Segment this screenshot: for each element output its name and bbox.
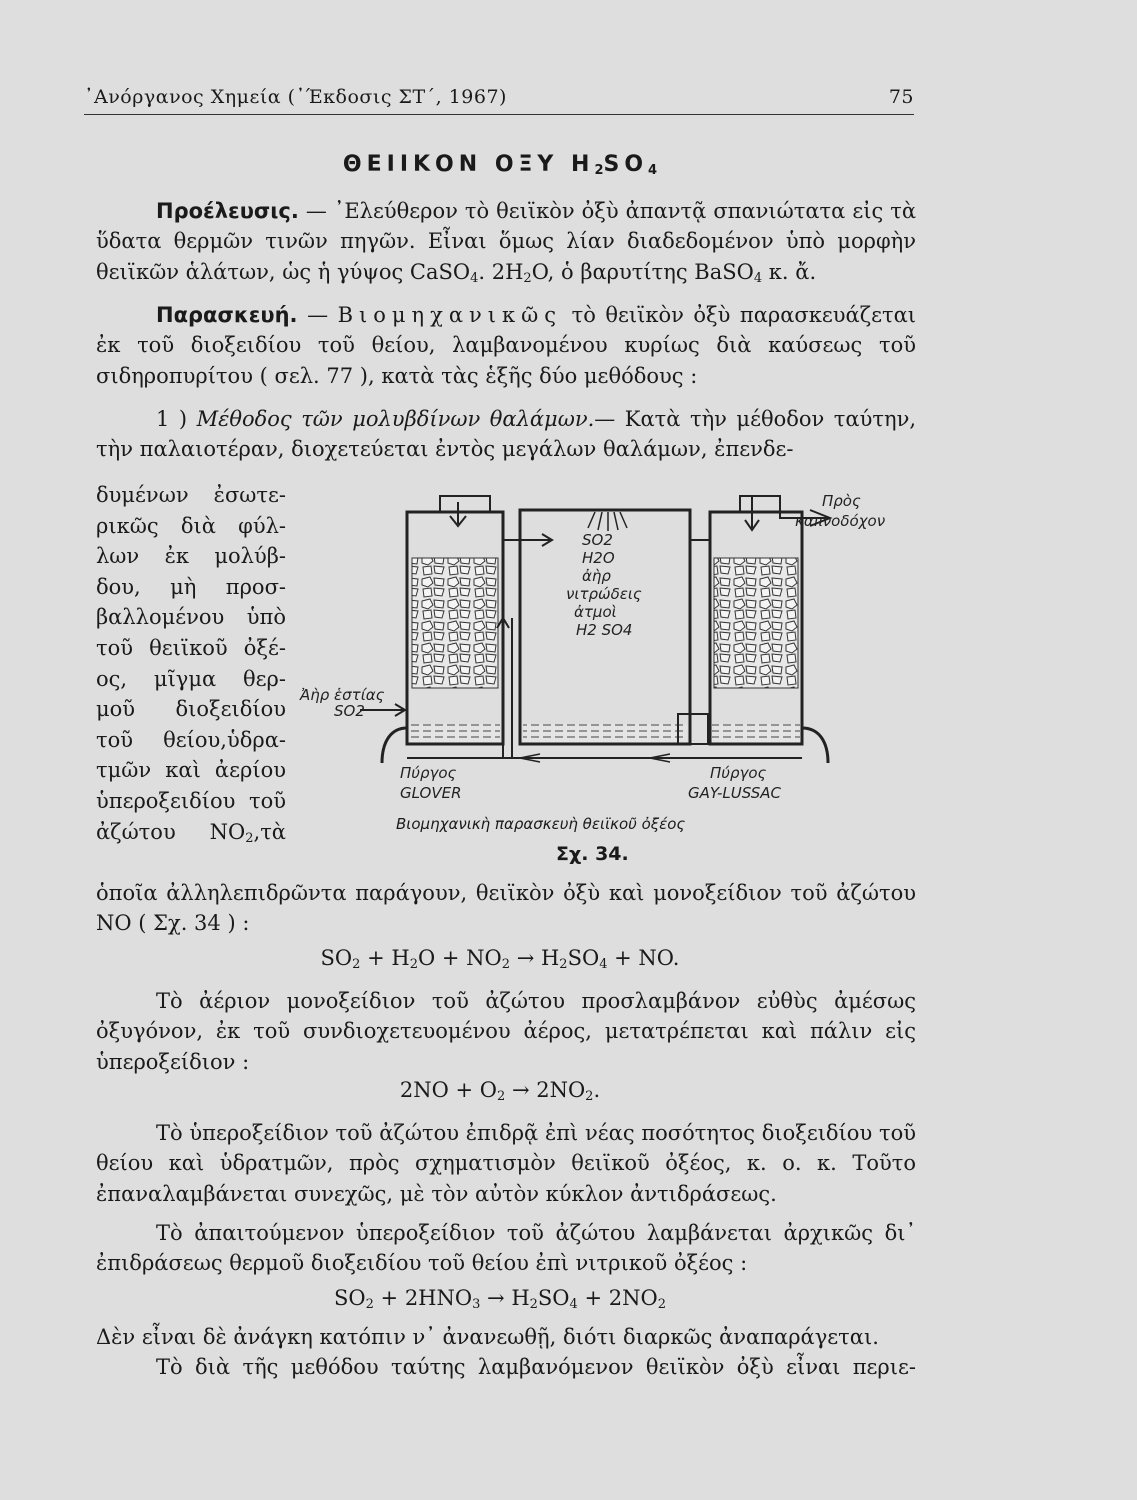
side-line: τοῦ θείου,ὑδρα- [96, 727, 286, 752]
so2-inlet-label: SO2 [334, 702, 365, 720]
side-line: τμῶν καὶ ἀερίου [96, 758, 286, 783]
side-line: δου, μὴ προσ- [96, 574, 286, 599]
figure-number: Σχ. 34. [556, 843, 629, 865]
gay-lussac-label-a: Πύργος [710, 764, 767, 782]
method-name: Μέθοδος τῶν μολυβδίνων θαλάμων. [196, 407, 595, 431]
side-line: ρικῶς διὰ φύλ- [96, 513, 286, 538]
gas-label-h2o: H2O [582, 549, 615, 567]
page-number: 75 [888, 86, 914, 108]
chamber-process-diagram [290, 488, 930, 818]
regeneration-line: Δὲν εἶναι δὲ ἀνάγκη κατόπιν ν᾿ ἀνανεωθῇ, διότι διαρκῶς ἀναπαράγεται. [96, 1325, 879, 1349]
glover-tower [407, 512, 503, 744]
preparation-heading: Παρασκευή. [156, 303, 298, 327]
gas-label-air: ἀὴρ [582, 567, 611, 585]
gas-label-h2so4: H2 SO4 [576, 621, 633, 639]
furnace-air-label: Ἀὴρ ἑστίας [300, 686, 385, 704]
cycle-paragraph: Τὸ ὑπεροξείδιον τοῦ ἀζώτου ἐπιδρᾷ ἐπὶ νέας ποσότητος διοξειδίου τοῦ θείου καὶ ὑδρατμῶν, πρὸς σχηματισμὸν θειϊκοῦ ὀξέος, κ. ο. κ. Τοῦτο ἐπαναλαμβάνεται συνεχῶς, μὲ τὸν αὐτὸν κύκλον ἀντιδράσεως. [96, 1121, 916, 1206]
gas-label-vapours: ἀτμοὶ [574, 603, 617, 621]
origin-heading: Προέλευσις. [156, 199, 299, 223]
gay-lussac-label-b: GAY-LUSSAC [688, 784, 781, 802]
side-line: δυμένων ἐσωτε- [96, 483, 286, 507]
preparation-paragraph: Παρασκευή. — Βιομηχανικῶς τὸ θειϊκὸν ὀξὺ παρασκευάζεται ἐκ τοῦ διοξειδίου τοῦ θείου, λαμβανομένου κυρίως διὰ καύσεως τοῦ σιδηροπυρίτου ( σελ. 77 ), κατὰ τὰς ἑξῆς δύο μεθόδους : [96, 303, 916, 388]
oxidation-paragraph: Τὸ ἀέριον μονοξείδιον τοῦ ἀζώτου προσλαμβάνον εὐθὺς ἀμέσως ὀξυγόνον, ἐκ τοῦ συνδιοχετευομένου ἀέρος, μετατρέπεται καὶ πάλιν εἰς ὑπεροξείδιον : [96, 989, 916, 1074]
side-line-last: ἀζώτου $NO_2,\tau ὰ$ [96, 819, 286, 846]
final-line: Τὸ διὰ τῆς μεθόδου ταύτης λαμβανόμενον θειϊκὸν ὀξὺ εἶναι περιε- [156, 1355, 916, 1379]
glover-top-pipe [440, 496, 490, 512]
equation-3: $SO_2 + 2HNO_3 \to H_2SO_4 + 2NO_2$ [333, 1286, 666, 1312]
running-title: ᾿Ανόργανος Χημεία (᾿Έκδοσις ΣΤ΄, 1967) [84, 86, 507, 108]
section-title: ΘΕΙΙΚΟΝ ΟΞΥ $H_2SO_4$ [342, 152, 658, 178]
side-line: τοῦ θειϊκοῦ ὀξέ- [96, 635, 286, 660]
side-line: ος, μῖγμα θερ- [96, 666, 286, 691]
side-line: βαλλομένου ὑπὸ [96, 605, 286, 630]
reaction-paragraph: ὁποῖα ἀλληλεπιδρῶντα παράγουν, θειϊκὸν ὀξὺ καὶ μονοξείδιον τοῦ ἀζώτου NO ( Σχ. 34 ) : [96, 881, 916, 936]
to-chimney-label-1: Πρὸς [822, 492, 861, 510]
glover-label-a: Πύργος [400, 764, 457, 782]
side-line: μοῦ διοξειδίου [96, 697, 286, 722]
gay-lussac-tower [690, 512, 802, 744]
glover-label-b: GLOVER [400, 784, 462, 802]
figure-caption: Βιομηχανικὴ παρασκευὴ θειϊκοῦ ὀξέος [396, 815, 686, 833]
method-paragraph: 1 ) Μέθοδος τῶν μολυβδίνων θαλάμων.— Κατὰ τὴν μέθοδον ταύτην, τὴν παλαιοτέραν, διοχετεύεται ἐντὸς μεγάλων θαλάμων, ἐπενδε- [96, 407, 917, 462]
running-header [84, 86, 914, 115]
side-line: λων ἐκ μολύβ- [96, 544, 286, 569]
side-line: ὑπεροξειδίου τοῦ [96, 788, 286, 813]
equation-2: $2NO + O_2 \to 2NO_2$. [399, 1078, 601, 1104]
side-text-column [96, 480, 286, 854]
equation-1: $SO_2 + H_2O + NO_2 \to H_2SO_4$ + NO. [320, 946, 680, 972]
nitric-paragraph: Τὸ ἀπαιτούμενον ὑπεροξείδιον τοῦ ἀζώτου λαμβάνεται ἀρχικῶς δι᾿ ἐπιδράσεως θερμοῦ διοξειδίου τοῦ θείου ἐπὶ νιτρικοῦ ὀξέος : [96, 1221, 916, 1276]
origin-paragraph: Προέλευσις. — ᾿Ελεύθερον τὸ θειϊκὸν ὀξὺ ἀπαντᾷ σπανιώτατα εἰς τὰ ὕδατα θερμῶν τινῶν πηγῶν. Εἶναι ὅμως λίαν διαδεδομένον ὑπὸ μορφὴν θειϊκῶν ἁλάτων, ὡς ἡ γύψος CaSO$_4$. $2H_2O$, ὁ βαρυτίτης BaSO$_4$ κ. ἄ. [96, 199, 916, 286]
gas-label-so2: SO2 [582, 531, 613, 549]
gas-label-nitrous: νιτρώδεις [566, 585, 642, 603]
to-chimney-label-2: καπνοδόχον [795, 512, 886, 530]
